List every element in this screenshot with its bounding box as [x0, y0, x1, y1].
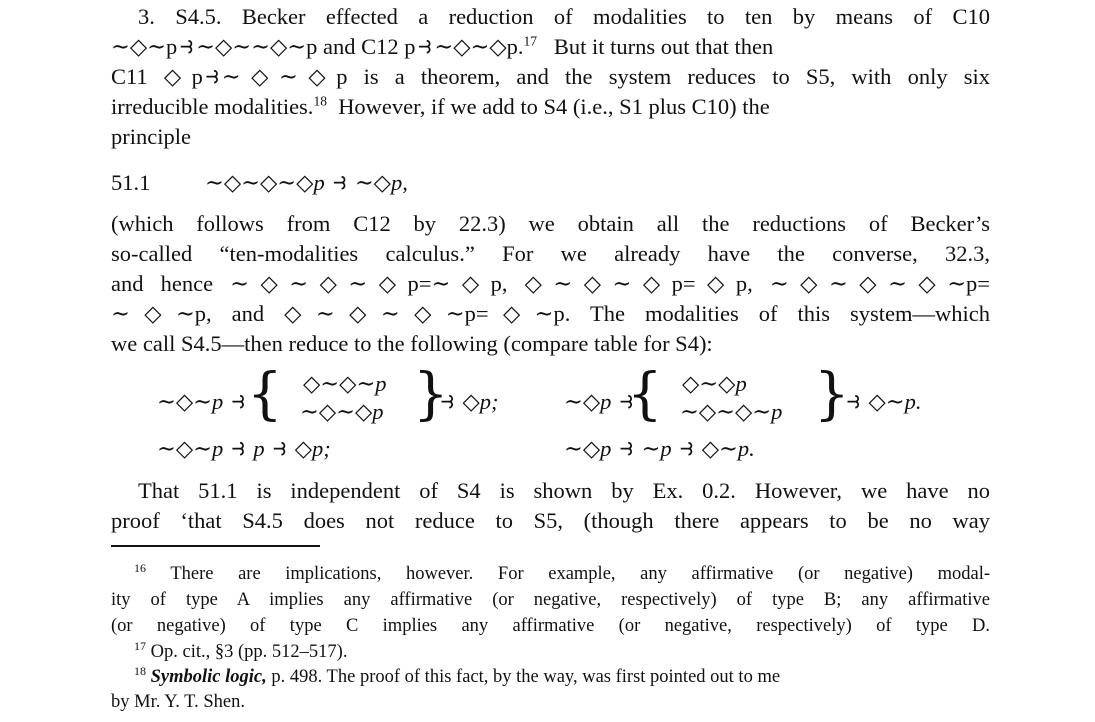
footnote-18-text: p. 498. The proof of this fact, by the way, was first pointed out to me — [271, 667, 781, 687]
footnote-16-line-2: ity of type A implies any affirmative (or negative, respectively) of type B; any affirmative — [111, 590, 990, 610]
footnote-16-text-1: There are implications, however. For example, any affirmative (or negative) modal- — [170, 564, 990, 584]
display-left-top: ◇∼◇∼p — [303, 371, 387, 396]
paragraph-1-line-2 — [111, 32, 990, 62]
paragraph-2-line-4: ∼◇∼p, and ◇∼◇∼◇∼p=◇∼p. The modalities of this system—which — [111, 301, 990, 326]
display-right-top: ◇∼◇p — [682, 371, 747, 396]
display-left-brace-open: { — [247, 362, 283, 427]
paragraph-1-line-3: C11 ◇p⥽∼◇∼◇p is a theorem, and the system reduces to S5, with only six — [111, 64, 990, 89]
footnote-17 — [134, 639, 990, 665]
paragraph-1-line-4 — [111, 92, 990, 122]
paragraph-2-line-5: we call S4.5—then reduce to the following (compare table for S4): — [111, 331, 713, 356]
footnote-18-title: Symbolic logic, — [150, 667, 267, 687]
paragraph-1-line-4-text: irreducible modalities. — [111, 94, 314, 119]
paragraph-3-line-2: proof ‘that S4.5 does not reduce to S5, (though there appears to be no way — [111, 508, 990, 533]
equation-formula: ∼◇∼◇∼◇p ⥽ ∼◇p, — [205, 170, 408, 195]
display-right-brace-open: { — [627, 362, 663, 427]
footnote-17-text: Op. cit., §3 (pp. 512–517). — [150, 642, 348, 662]
display-left-bottom: ∼◇∼◇p — [300, 399, 384, 424]
footnote-ref-17: 17 — [523, 33, 538, 49]
paragraph-1-line-1: 3. S4.5. Becker effected a reduction of modalities to ten by means of C10 — [138, 4, 990, 29]
footnote-ref-18: 18 — [313, 93, 327, 109]
display-left-row-2: ∼◇∼p ⥽ p ⥽ ◇p; — [157, 436, 331, 461]
paragraph-1-line-2-text: ∼◇∼p⥽∼◇∼∼◇∼p and C12 p⥽∼◇∼◇p. — [111, 34, 524, 59]
paragraph-2-line-3: and hence ∼◇∼◇∼◇p=∼◇p, ◇∼◇∼◇p=◇p, ∼◇∼◇∼◇∼p= — [111, 271, 990, 296]
display-right-head: ∼◇p ⥽ — [564, 389, 636, 414]
display-right-brace-close: } — [814, 362, 850, 427]
paragraph-2-line-1: (which follows from C12 by 22.3) we obtain all the reductions of Becker’s — [111, 211, 990, 236]
display-right-row-2: ∼◇p ⥽ ∼p ⥽ ◇∼p. — [564, 436, 755, 461]
footnote-18-line-1 — [134, 664, 990, 690]
footnote-16-line-3: (or negative) of type C implies any affirmative (or negative, respectively) of type D. — [111, 616, 990, 636]
paragraph-3-line-1: That 51.1 is independent of S4 is shown by Ex. 0.2. However, we have no — [138, 478, 990, 503]
display-right-bottom: ∼◇∼◇∼p — [680, 399, 783, 424]
paragraph-1-line-4-tail: However, if we add to S4 (i.e., S1 plus C10) the — [338, 94, 770, 119]
display-left-tail: ⥽ ◇p; — [438, 389, 499, 414]
display-left-head: ∼◇∼p ⥽ — [157, 389, 248, 414]
footnote-17-marker: 17 — [134, 638, 147, 653]
footnote-18-marker: 18 — [134, 663, 147, 678]
footnote-16-line-1 — [134, 561, 990, 587]
footnote-16-marker: 16 — [134, 560, 147, 575]
equation-number: 51.1 — [111, 170, 151, 195]
paragraph-2-line-2: so-called “ten-modalities calculus.” For we already have the converse, 32.3, — [111, 241, 990, 266]
display-left-brace-close: } — [413, 362, 449, 427]
footnote-18-line-2: by Mr. Y. T. Shen. — [111, 692, 245, 712]
paragraph-1-line-2-tail: But it turns out that then — [553, 34, 774, 59]
display-right-tail: ⥽ ◇∼p. — [844, 389, 922, 414]
footnote-rule — [111, 545, 320, 547]
paragraph-1-line-5: principle — [111, 124, 191, 149]
